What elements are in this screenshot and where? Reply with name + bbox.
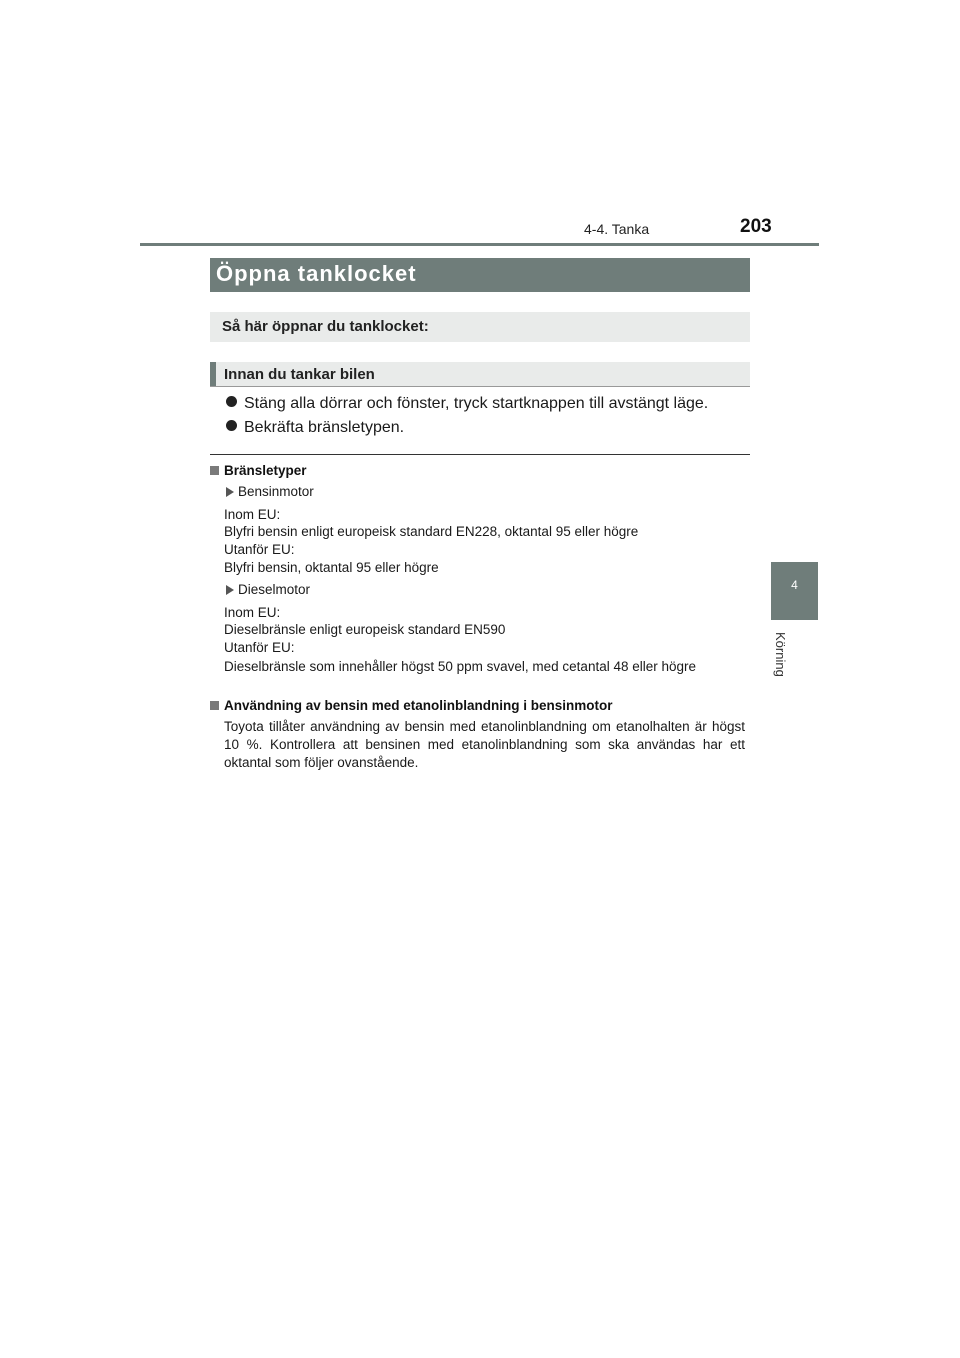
chapter-name: Körning bbox=[773, 632, 788, 677]
triangle-bullet-icon bbox=[226, 487, 234, 497]
divider bbox=[210, 454, 750, 455]
subsection-accent bbox=[210, 362, 216, 386]
header-rule bbox=[140, 243, 819, 246]
diesel-paragraph: Dieselbränsle som innehåller högst 50 ppm svavel, med cetantal 48 eller högre bbox=[224, 659, 697, 674]
text-line: Inom EU: bbox=[224, 605, 281, 620]
text-line: Blyfri bensin enligt europeisk standard EN228, oktantal 95 eller högre bbox=[224, 524, 639, 539]
bullet-text: Stäng alla dörrar och fönster, tryck startknappen till avstängt läge. bbox=[244, 395, 709, 412]
subsection-heading: Innan du tankar bilen bbox=[224, 366, 375, 383]
section-label: 4-4. Tanka bbox=[584, 221, 650, 237]
list-item bbox=[226, 395, 708, 413]
square-bullet-icon bbox=[210, 701, 219, 710]
intro-text: Så här öppnar du tanklocket: bbox=[222, 318, 429, 335]
page-title: Öppna tanklocket bbox=[216, 261, 417, 286]
text-line: Utanför EU: bbox=[224, 640, 295, 655]
list-item bbox=[226, 419, 404, 437]
title-bar bbox=[210, 258, 750, 292]
ethanol-heading-text: Användning av bensin med etanolinblandning i bensinmotor bbox=[224, 698, 613, 713]
subsection-bar bbox=[210, 362, 750, 387]
bullet-text: Bekräfta bränsletypen. bbox=[244, 419, 405, 436]
text-line: Blyfri bensin, oktantal 95 eller högre bbox=[224, 560, 439, 575]
bullet-icon bbox=[226, 396, 237, 407]
chapter-tab bbox=[771, 562, 818, 620]
petrol-label: Bensinmotor bbox=[238, 484, 314, 499]
chapter-number: 4 bbox=[791, 578, 798, 592]
text-line: Dieselbränsle enligt europeisk standard EN590 bbox=[224, 622, 506, 637]
text-line: Utanför EU: bbox=[224, 542, 295, 557]
square-bullet-icon bbox=[210, 466, 219, 475]
ethanol-paragraph: Toyota tillåter användning av bensin med etanolinblandning om etanolhalten är högst 10 %. Kontrollera att bensinen med etanolinblandning som ska användas har ett oktantal som följer ovanstående. bbox=[224, 719, 745, 770]
bullet-icon bbox=[226, 420, 237, 431]
intro-box bbox=[210, 312, 750, 342]
ethanol-heading bbox=[210, 698, 613, 713]
petrol-heading bbox=[226, 484, 314, 499]
fuel-types-heading bbox=[210, 463, 307, 478]
text-line: Inom EU: bbox=[224, 507, 281, 522]
diesel-heading bbox=[226, 582, 310, 597]
triangle-bullet-icon bbox=[226, 585, 234, 595]
page-number: 203 bbox=[740, 216, 772, 237]
fuel-types-heading-text: Bränsletyper bbox=[224, 463, 307, 478]
diesel-label: Dieselmotor bbox=[238, 582, 311, 597]
